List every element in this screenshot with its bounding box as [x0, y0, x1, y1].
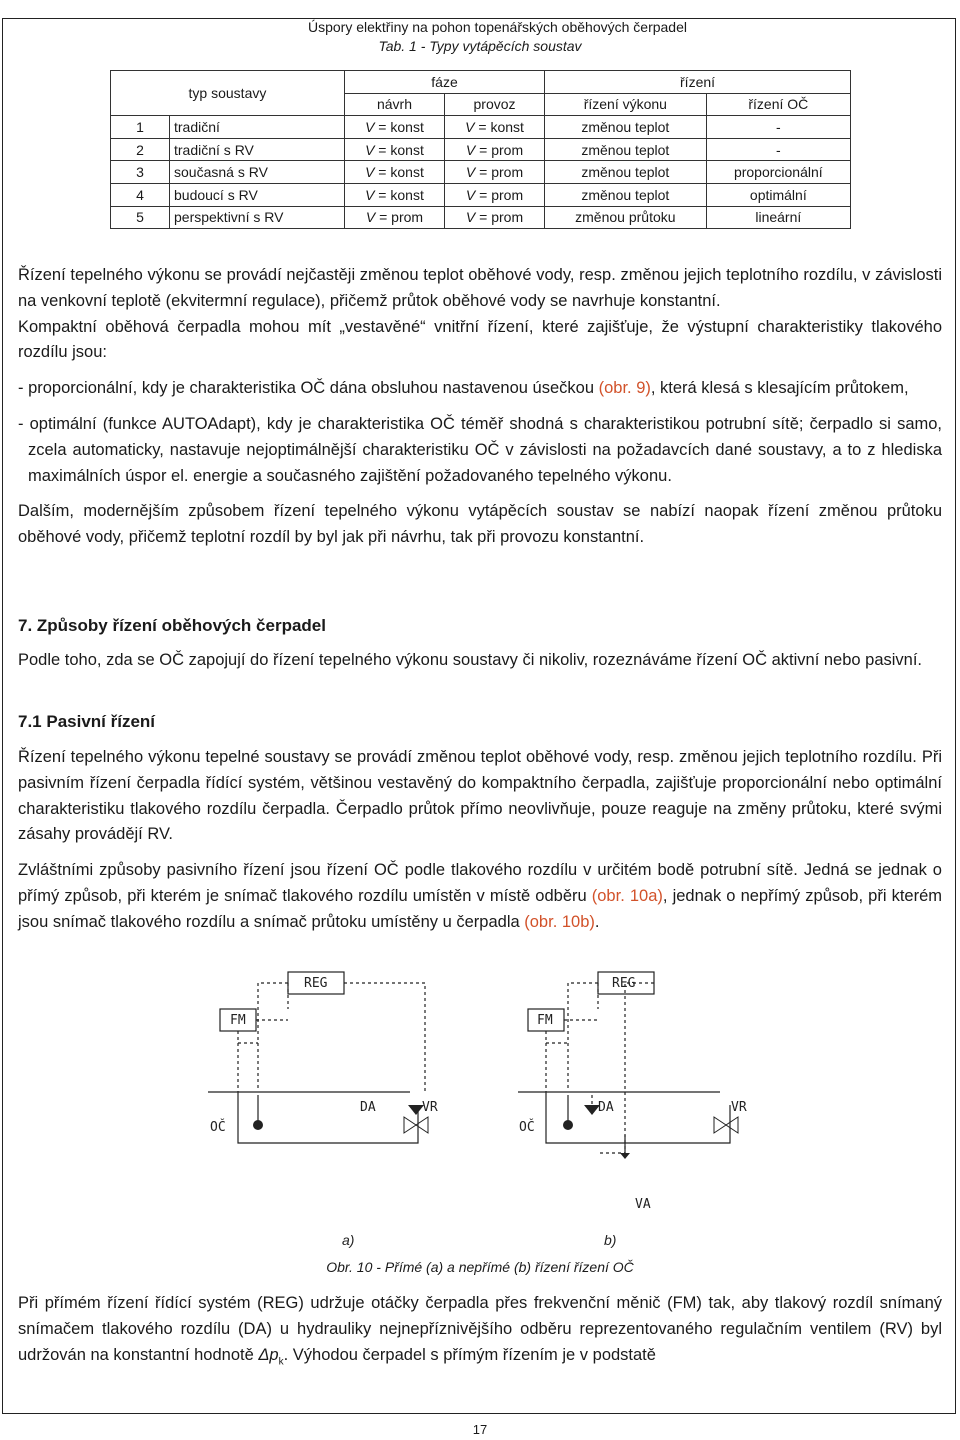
pipe-lines-b — [518, 1092, 730, 1153]
pipe-lines-a — [208, 1092, 418, 1143]
page-number: 17 — [472, 1422, 488, 1437]
flow-symbol: V — [365, 141, 375, 158]
flow-value: = prom — [475, 141, 524, 158]
paragraph-text: , jednak o nepřímý způsob, při kterém jsou snímač tlakového rozdílu a snímač průtoku umístěny u čerpadla — [18, 886, 943, 931]
row-number: 5 — [111, 206, 170, 229]
flow-symbol: V — [365, 118, 375, 135]
section-7-heading: 7. Způsoby řízení oběhových čerpadel — [18, 616, 326, 635]
paragraph-text: Zvláštními způsoby pasivního řízení jsou řízení OČ podle tlakového rozdílu v určitém bodě potrubní sítě. Jedná se jednak o přímý způsob, při kterém je snímač tlakového rozdílu umístěn v místě odběru — [18, 861, 942, 905]
row-pump-control: proporcionální — [706, 161, 850, 184]
subheader-operation: provoz — [445, 93, 545, 116]
figure-reference[interactable]: (obr. 9) — [598, 379, 651, 398]
va-label-b: VA — [635, 1197, 651, 1212]
row-design-flow — [344, 206, 444, 229]
subheader-pump-control: řízení OČ — [706, 93, 850, 116]
flow-value: = konst — [374, 186, 424, 203]
da-label-a: DA — [360, 1100, 376, 1115]
va-sensor-b — [620, 1153, 630, 1159]
passive-paragraph-1: Řízení tepelného výkonu tepelné soustavy se provádí změnou teplot oběhové vody, resp. změnou jejich teplotního rozdílu. Při pasivním řízení čerpadla řídící systém, většinou vestavěný do kompaktního čerpadla, zajišťuje proporcionální nebo optimální charakteristiku tlakového rozdílu čerpadla. Čerpadlo průtok přímo neovlivňuje, pouze reaguje na změny průtoku, které svými zásahy provádějí RV. — [18, 748, 942, 844]
intro-paragraph-1: Řízení tepelného výkonu se provádí nejčastěji změnou teplot oběhové vody, resp. změnou jejich teplotního rozdílu, v závislosti na venkovní teplotě (ekvitermní regulace), přičemž průtok oběhové vody se navrhuje konstantní. — [18, 266, 942, 310]
row-power-control: změnou teplot — [545, 183, 707, 206]
da-label-b: DA — [598, 1100, 614, 1115]
signal-lines-a — [238, 983, 425, 1092]
row-design-flow — [344, 138, 444, 161]
flow-value: = konst — [374, 118, 424, 135]
section-7-1-block — [18, 745, 942, 936]
section-7-paragraph: Podle toho, zda se OČ zapojují do řízení tepelného výkonu soustavy či nikoliv, rozeznáváme řízení OČ aktivní nebo pasivní. — [18, 651, 923, 669]
row-power-control: změnou teplot — [545, 138, 707, 161]
pump-symbol-a — [253, 1120, 263, 1130]
flow-symbol: V — [365, 164, 375, 181]
table-row — [111, 161, 851, 184]
closing-text: Při přímém řízení řídící systém (REG) udržuje otáčky čerpadla přes frekvenční měnič (FM) tak, aby tlakový rozdíl snímaný snímačem tlakového rozdílu (DA) u hydrauliky nejnepříznivějšího odběru reprezentovaného regulačním ventilem (RV) byl udržován na konstantní hodnotě — [18, 1294, 942, 1364]
table-header-row — [111, 71, 851, 94]
subheader-power-control: řízení výkonu — [545, 93, 707, 116]
row-power-control: změnou teplot — [545, 116, 707, 139]
row-design-flow — [344, 183, 444, 206]
row-operation-flow — [445, 206, 545, 229]
row-pump-control: lineární — [706, 206, 850, 229]
delta-p-symbol: Δp — [258, 1345, 279, 1364]
pump-label-b: OČ — [519, 1120, 535, 1135]
table-row — [111, 183, 851, 206]
table-row — [111, 138, 851, 161]
subfigure-label-b: b) — [604, 1232, 617, 1248]
bullet-text: , která klesá s klesajícím průtokem, — [650, 379, 909, 398]
row-system-name: tradiční — [170, 116, 345, 139]
row-power-control: změnou teplot — [545, 161, 707, 184]
row-pump-control: - — [706, 138, 850, 161]
row-system-name: tradiční s RV — [170, 138, 345, 161]
row-system-name: současná s RV — [170, 161, 345, 184]
running-header: Úspory elektřiny na pohon topenářských oběhových čerpadel — [307, 19, 687, 35]
row-design-flow — [344, 116, 444, 139]
table-row — [111, 206, 851, 229]
flow-value: = prom — [375, 209, 424, 226]
flow-value: = konst — [474, 118, 524, 135]
row-operation-flow — [445, 116, 545, 139]
figure-reference[interactable]: (obr. 10a) — [591, 886, 663, 905]
reg-label-b: REG — [612, 976, 636, 991]
header-control: řízení — [545, 71, 851, 94]
row-number: 1 — [111, 116, 170, 139]
vr-label-b: VR — [731, 1100, 747, 1115]
closing-paragraph — [18, 1291, 942, 1375]
pump-label-a: OČ — [210, 1120, 226, 1135]
table-row — [111, 116, 851, 139]
row-operation-flow — [445, 138, 545, 161]
flow-symbol: V — [465, 209, 476, 226]
row-pump-control: - — [706, 116, 850, 139]
bullet-proportional — [18, 376, 942, 402]
row-system-name: perspektivní s RV — [170, 206, 345, 229]
diagram-lines — [208, 972, 730, 1153]
row-design-flow — [344, 161, 444, 184]
passive-paragraph-2 — [18, 858, 942, 935]
bullet-text: - proporcionální, kdy je charakteristika OČ dána obsluhou nastavenou úsečkou — [18, 379, 599, 398]
row-pump-control: optimální — [706, 183, 850, 206]
pump-symbol-b — [563, 1120, 573, 1130]
flow-value: = konst — [374, 141, 424, 158]
flow-symbol: V — [365, 209, 376, 226]
bullet-optimal: - optimální (funkce AUTOAdapt), kdy je charakteristika OČ téměř shodná s charakteristikou potrubní sítě; čerpadlo si samo, zcela automaticky, nastavuje nejoptimálnější charakteristiku OČ v závislosti na požadavcích dané soustavy, a to z hlediska maximálních úspor el. energie a současného zajištění požadovaného tepelného výkonu. — [18, 414, 942, 485]
valve-symbol-b-right — [726, 1117, 738, 1133]
flow-symbol: V — [365, 186, 375, 203]
vr-label-a: VR — [422, 1100, 438, 1115]
flow-symbol: V — [465, 141, 476, 158]
delta-p-subscript: k — [278, 1355, 284, 1367]
paragraph-text: . — [594, 912, 600, 931]
reg-label-a: REG — [304, 976, 328, 991]
intro-paragraph-3: Dalším, modernějším způsobem řízení tepelného výkonu vytápěcích soustav se nabízí naopak řízení změnou průtoku oběhové vody, přičemž teplotní rozdíl by byl jak při návrhu, tak při provozu konstantní. — [18, 502, 942, 547]
row-operation-flow — [445, 183, 545, 206]
valve-symbol-a-left — [404, 1117, 416, 1133]
flow-symbol: V — [465, 118, 475, 135]
subfigure-label-a: a) — [342, 1232, 355, 1248]
table-caption: Tab. 1 - Typy vytápěcích soustav — [378, 38, 582, 54]
section-7-1-heading: 7.1 Pasivní řízení — [18, 712, 156, 731]
subheader-design: návrh — [344, 93, 444, 116]
row-number: 3 — [111, 161, 170, 184]
header-phase: fáze — [344, 71, 544, 94]
header-system-type: typ soustavy — [111, 71, 345, 116]
flow-value: = prom — [475, 209, 524, 226]
flow-symbol: V — [465, 186, 476, 203]
figure-reference[interactable]: (obr. 10b) — [524, 912, 595, 931]
intro-paragraph-2: Kompaktní oběhová čerpadla mohou mít „vestavěné“ vnitřní řízení, které zajišťuje, že výstupní charakteristiky tlakového rozdílu jsou: — [18, 317, 942, 362]
intro-block — [18, 263, 942, 551]
flow-value: = prom — [475, 186, 524, 203]
figure-caption: Obr. 10 - Přímé (a) a nepřímé (b) řízení řízení OČ — [326, 1259, 634, 1275]
fm-label-b: FM — [537, 1013, 553, 1028]
fm-label-a: FM — [230, 1013, 246, 1028]
flow-symbol: V — [465, 164, 476, 181]
control-diagram — [180, 965, 780, 1265]
row-system-name: budoucí s RV — [170, 183, 345, 206]
row-power-control: změnou průtoku — [545, 206, 707, 229]
row-operation-flow — [445, 161, 545, 184]
valve-symbol-b-left — [714, 1117, 726, 1133]
flow-value: = konst — [374, 164, 424, 181]
flow-value: = prom — [475, 164, 524, 181]
closing-text: . Výhodou čerpadel s přímým řízením je v podstatě — [283, 1345, 656, 1364]
row-number: 4 — [111, 183, 170, 206]
row-number: 2 — [111, 138, 170, 161]
control-diagram-figure — [180, 965, 780, 1265]
heating-systems-table — [110, 70, 851, 229]
